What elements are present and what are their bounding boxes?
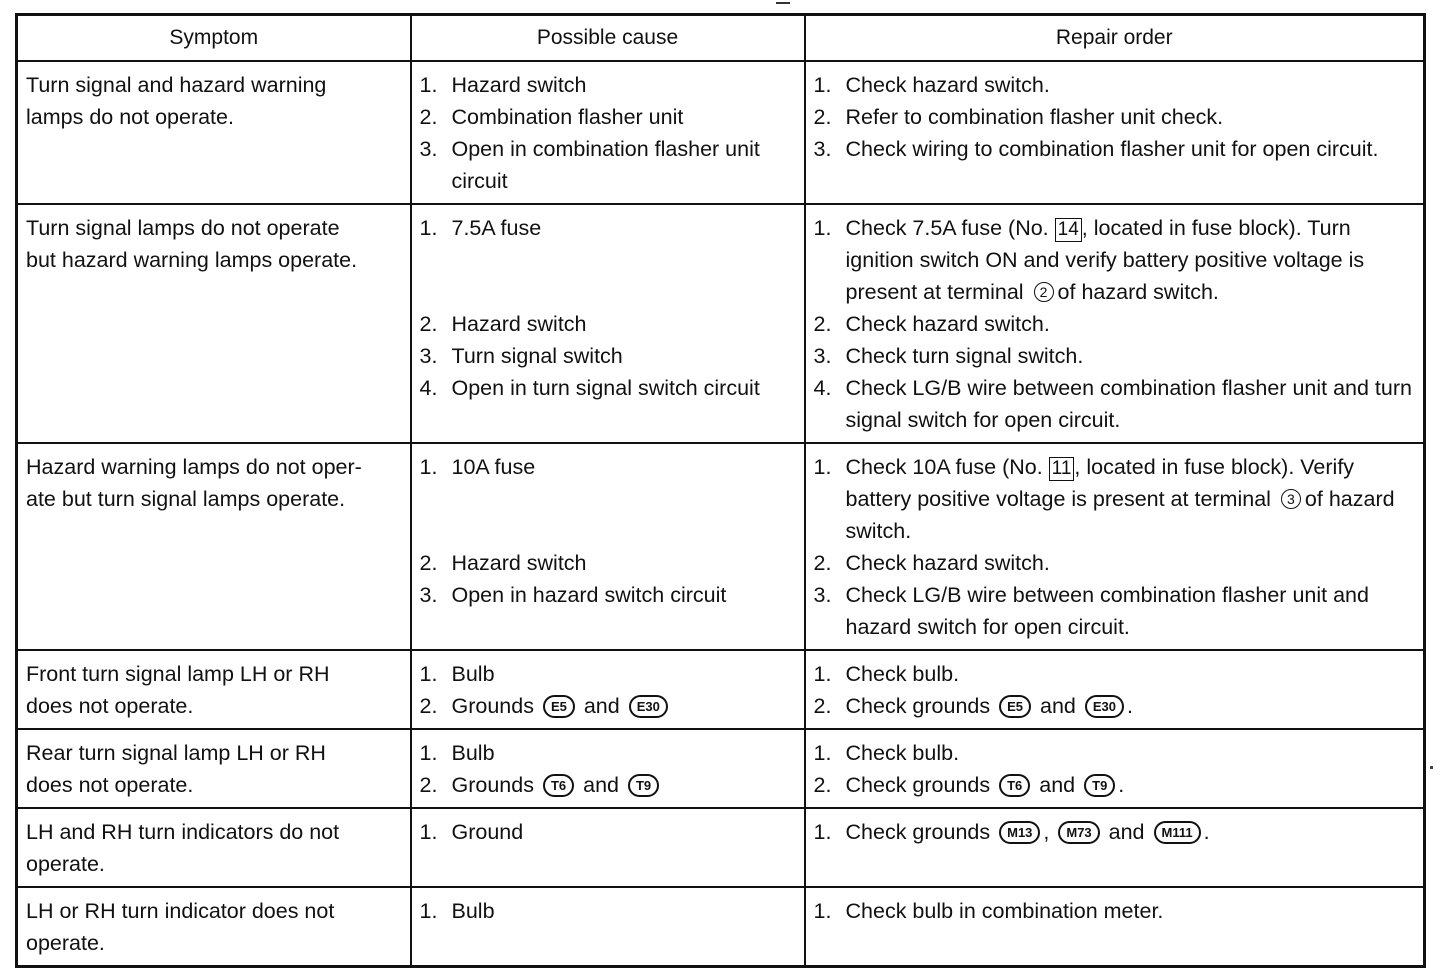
list-item: 1. Check bulb. [813,662,960,686]
repair-cell [805,887,1425,967]
list-item: 1. Check grounds M13 , M73 and M111 . [813,820,1210,844]
list-item: 2. Check hazard switch. [813,551,1050,575]
symptom-cell: Front turn signal lamp LH or RH does not operate. [17,650,411,729]
symptom-cell: Hazard warning lamps do not oper- ate but turn signal lamps operate. [17,443,411,650]
connector-badge: E5 [543,695,575,718]
cause-cell [411,443,805,650]
list-item: 3. Turn signal switch [419,344,623,368]
list-item: 1. Check bulb in combination meter. [813,899,1164,923]
list-item: 1. Check 10A fuse (No. 11 , located in fuse block). Verify battery positive voltage is present at terminal 3 of hazard switch. [813,455,1395,543]
table-row [17,650,1425,729]
connector-badge: E30 [1085,695,1124,718]
list-item: 1. Hazard switch [419,73,587,97]
table-row [17,808,1425,887]
list-item: 4. Open in turn signal switch circuit [419,376,760,400]
repair-cell [805,443,1425,650]
list-item: 1. Check bulb. [813,741,960,765]
list-item: 2. Check grounds T6 and T9 . [813,773,1125,797]
list-item: 1. Ground [419,820,524,844]
connector-badge: T6 [543,774,574,797]
list-item: 2. Check hazard switch. [813,312,1050,336]
fuse-number-box: 11 [1049,457,1075,481]
list-item: 2. Grounds E5 and E30 [420,690,796,722]
repair-cell [805,61,1425,204]
connector-badge: T9 [628,774,659,797]
list-item: 2. Grounds T6 and T9 [420,769,796,801]
table-row [17,887,1425,967]
connector-badge: T9 [1084,774,1115,797]
scan-mark [776,2,790,4]
column-header-possible-cause: Possible cause [411,15,805,62]
list-item: 2. Hazard switch [419,551,587,575]
list-item: 3. Check LG/B wire between combination flasher unit and hazard switch for open circuit. [813,583,1369,639]
cause-cell [411,729,805,808]
list-item: 3. Check turn signal switch. [813,344,1084,368]
cause-cell [411,61,805,204]
troubleshooting-table [15,13,1426,968]
repair-cell [805,729,1425,808]
cause-cell [411,808,805,887]
symptom-cell: Rear turn signal lamp LH or RH does not operate. [17,729,411,808]
list-item: 3. Check wiring to combination flasher unit for open circuit. [813,137,1379,161]
list-item: 2. Check grounds E5 and E30 . [813,694,1133,718]
symptom-cell: Turn signal and hazard warning lamps do not operate. [17,61,411,204]
list-item: 1. 10A fuse [419,455,536,479]
list-item: 1. Bulb [419,899,495,923]
list-item: 3. Open in hazard switch circuit [419,583,727,607]
cause-cell [411,887,805,967]
symptom-cell: LH or RH turn indicator does not operate. [17,887,411,967]
connector-badge: E30 [629,695,668,718]
list-item: 1. Bulb [419,662,495,686]
repair-cell [805,808,1425,887]
list-item: 1. Check 7.5A fuse (No. 14 , located in fuse block). Turn ignition switch ON and verify battery positive voltage is present at terminal 2 of hazard switch. [813,216,1365,304]
table-row [17,61,1425,204]
table-row [17,443,1425,650]
column-header-symptom: Symptom [17,15,411,62]
table-row [17,729,1425,808]
cause-cell [411,650,805,729]
fuse-number-box: 14 [1055,218,1082,242]
column-header-repair-order: Repair order [805,15,1425,62]
header-row [17,15,1425,62]
repair-cell [805,650,1425,729]
list-item: 2. Refer to combination flasher unit check. [813,105,1224,129]
list-item: 3. Open in combination flasher unit circuit [419,137,760,193]
scan-speck [1430,766,1433,769]
table-row [17,204,1425,443]
list-item: 1. Check hazard switch. [813,73,1050,97]
list-item: 4. Check LG/B wire between combination flasher unit and turn signal switch for open circuit. [813,376,1412,432]
cause-cell [411,204,805,443]
connector-badge: M111 [1154,821,1201,844]
symptom-cell: Turn signal lamps do not operate but hazard warning lamps operate. [17,204,411,443]
connector-badge: E5 [999,695,1031,718]
symptom-cell: LH and RH turn indicators do not operate. [17,808,411,887]
connector-badge: M73 [1058,821,1099,844]
list-item: 2. Hazard switch [419,312,587,336]
terminal-number-circle: 3 [1281,489,1301,509]
list-item: 1. 7.5A fuse [419,216,542,240]
repair-cell [805,204,1425,443]
terminal-number-circle: 2 [1034,282,1054,302]
list-item: 1. Bulb [419,741,495,765]
connector-badge: T6 [999,774,1030,797]
list-item: 2. Combination flasher unit [419,105,684,129]
connector-badge: M13 [999,821,1040,844]
